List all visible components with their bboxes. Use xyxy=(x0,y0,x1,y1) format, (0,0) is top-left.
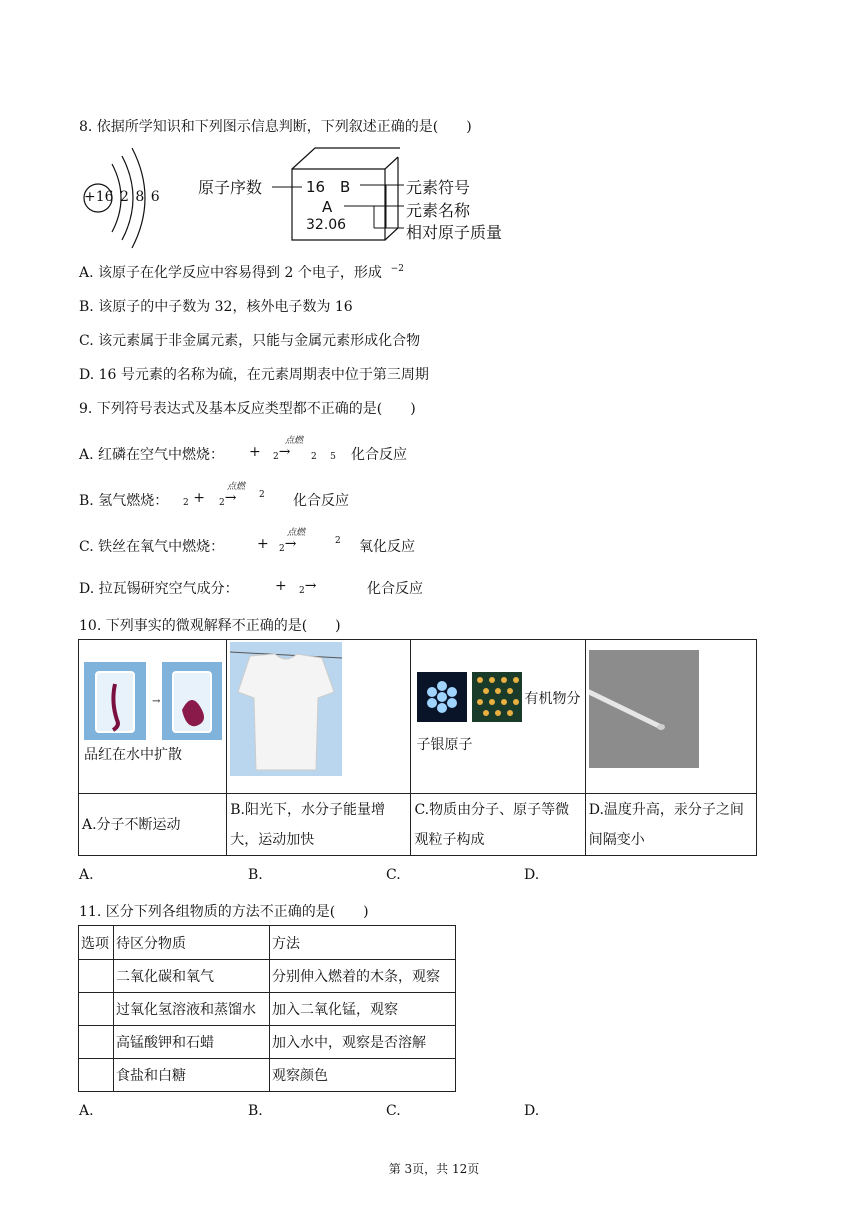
q11-row-option xyxy=(79,1026,114,1059)
q10-answer-a[interactable]: A. xyxy=(79,867,94,883)
tshirt-photo xyxy=(230,642,342,776)
q9-b-condition: 点燃 xyxy=(227,482,246,492)
q10-cell-microscope xyxy=(411,640,585,794)
q11-stem: 11. 区分下列各组物质的方法不正确的是( ) xyxy=(79,904,369,920)
atom-nucleus-charge: +16 xyxy=(84,189,114,205)
molecule-micrograph xyxy=(417,672,467,722)
label-element-symbol: 元素符号 xyxy=(406,178,471,197)
q10-cell3-text2: 子银原子 xyxy=(416,737,473,753)
q9-option-d: D. 拉瓦锡研究空气成分： + $_2$→ 化合反应 xyxy=(79,578,423,597)
q11-answer-b[interactable]: B. xyxy=(248,1103,263,1119)
atom-shell-electrons: 2 8 6 xyxy=(120,189,160,205)
q10-cell-diffusion xyxy=(79,640,227,794)
q11-header-method: 方法 xyxy=(270,926,456,960)
q9-option-a: A. 红磷在空气中燃烧： + $_2$→ $_2$ $_5$ 化合反应 xyxy=(79,444,407,463)
q11-row-substances: 二氧化碳和氧气 xyxy=(114,960,270,993)
q8-option-c: C. 该元素属于非金属元素，只能与金属元素形成化合物 xyxy=(79,333,421,349)
q9-c-condition: 点燃 xyxy=(287,528,306,538)
q10-cell1-caption: 品红在水中扩散 xyxy=(84,747,182,763)
q11-row-method: 加入二氧化锰，观察 xyxy=(270,993,456,1026)
q9-option-c: C. 铁丝在氧气中燃烧： + $_2$→ 2 氧化反应 xyxy=(79,536,415,555)
q10-explanation-d: D.温度升高，汞分子之间间隔变小 xyxy=(585,794,756,856)
q9-stem: 9. 下列符号表达式及基本反应类型都不正确的是( ) xyxy=(79,401,416,417)
q11-row-option xyxy=(79,1059,114,1092)
q10-cell-thermometer xyxy=(585,640,756,794)
q10-cell-tshirt xyxy=(227,640,411,794)
q10-table xyxy=(78,639,757,856)
q11-row-substances: 高锰酸钾和石蜡 xyxy=(114,1026,270,1059)
q10-answer-d[interactable]: D. xyxy=(524,867,540,883)
q9-a-condition: 点燃 xyxy=(285,436,304,446)
arrow-icon: → xyxy=(152,696,161,707)
beaker-photo-after xyxy=(162,662,222,740)
q10-explanation-c: C.物质由分子、原子等微观粒子构成 xyxy=(411,794,585,856)
q11-row-substances: 过氧化氢溶液和蒸馏水 xyxy=(114,993,270,1026)
beaker-photo-before xyxy=(84,662,146,740)
q10-answer-c[interactable]: C. xyxy=(386,867,401,883)
q9-option-b: B. 氢气燃烧： $_2$ + $_2$→ 2 化合反应 xyxy=(79,490,349,509)
element-number: 16 xyxy=(306,178,326,196)
element-name: A xyxy=(322,198,333,216)
q8-option-b: B. 该原子的中子数为 32，核外电子数为 16 xyxy=(79,299,353,315)
q8-option-d: D. 16 号元素的名称为硫，在元素周期表中位于第三周期 xyxy=(79,367,429,383)
q11-row-option xyxy=(79,960,114,993)
q10-stem: 10. 下列事实的微观解释不正确的是( ) xyxy=(79,618,341,634)
q10-explanation-b: B.阳光下，水分子能量增大，运动加快 xyxy=(227,794,411,856)
q10-explanation-a: A.分子不断运动 xyxy=(79,794,227,856)
label-atomic-number: 原子序数 xyxy=(198,178,263,197)
q11-row-method: 加入水中，观察是否溶解 xyxy=(270,1026,456,1059)
q8-option-a: A. 该原子在化学反应中容易得到 2 个电子，形成 $^{-2}$ xyxy=(79,264,405,281)
q11-answer-d[interactable]: D. xyxy=(524,1103,540,1119)
element-mass: 32.06 xyxy=(306,217,347,233)
label-relative-mass: 相对原子质量 xyxy=(406,223,503,242)
q11-row-option xyxy=(79,993,114,1026)
q11-answer-c[interactable]: C. xyxy=(386,1103,401,1119)
q11-header-substances: 待区分物质 xyxy=(114,926,270,960)
q11-row-method: 观察颜色 xyxy=(270,1059,456,1092)
label-element-name: 元素名称 xyxy=(406,201,471,220)
q11-table xyxy=(78,925,456,1092)
q11-row-substances: 食盐和白糖 xyxy=(114,1059,270,1092)
q10-answer-b[interactable]: B. xyxy=(248,867,263,883)
q10-cell3-text1: 有机物分 xyxy=(524,691,581,707)
q11-header-option: 选项 xyxy=(79,926,114,960)
q11-row-method: 分别伸入燃着的木条，观察 xyxy=(270,960,456,993)
q11-answer-a[interactable]: A. xyxy=(79,1103,94,1119)
silver-atom-micrograph xyxy=(472,672,522,722)
q8-stem: 8. 依据所学知识和下列图示信息判断，下列叙述正确的是( ) xyxy=(79,119,472,135)
thermometer-photo xyxy=(589,650,699,768)
page-footer: 第 3页，共 12页 xyxy=(388,1162,480,1176)
element-symbol: B xyxy=(340,178,351,196)
